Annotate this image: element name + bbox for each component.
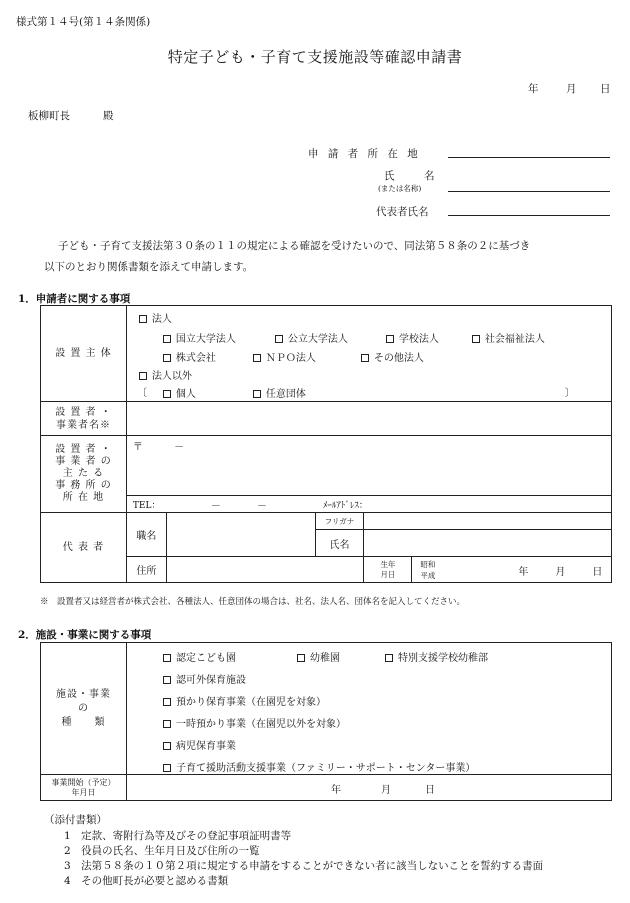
checkbox-icon[interactable]: [163, 698, 171, 706]
checkbox-icon[interactable]: [163, 654, 171, 662]
start-month: 月: [380, 785, 391, 796]
attachment-item-2: 2 役員の氏名、生年月日及び住所の一覧: [64, 845, 260, 857]
tel-dash-1: －: [210, 501, 221, 512]
corp-option[interactable]: 法人: [139, 310, 172, 325]
option-kindergarten[interactable]: 幼稚園: [297, 649, 340, 664]
applicant-name-line[interactable]: [448, 191, 610, 192]
start-date-field[interactable]: [126, 775, 611, 801]
option-extended-care[interactable]: 預かり保育事業（在園児を対象）: [163, 693, 326, 708]
checkbox-icon[interactable]: [297, 654, 305, 662]
option-special-school[interactable]: 特別支援学校幼稚部: [385, 649, 488, 664]
office-label: 設 置 者 ・ 事 業 者 の 主 た る 事 務 所 の 所 在 地: [41, 436, 127, 513]
furigana-label: フリガナ: [315, 513, 364, 530]
checkbox-icon[interactable]: [253, 354, 261, 362]
facility-type-options: [126, 643, 611, 775]
applicant-name-label-2: 名: [424, 170, 435, 182]
form-number: 様式第１４号(第１４条関係): [16, 16, 151, 28]
checkbox-icon[interactable]: [253, 390, 261, 398]
applicant-address-label: 申 請 者 所 在 地: [308, 148, 421, 160]
option-school-corp[interactable]: 学校法人: [386, 330, 439, 345]
position-field[interactable]: [166, 513, 315, 557]
rep-name-label: 氏名: [315, 530, 364, 557]
applicant-rep-label: 代表者氏名: [376, 206, 429, 218]
rep-name-field[interactable]: [364, 530, 612, 557]
checkbox-icon[interactable]: [361, 354, 369, 362]
attachments-heading: （添付書類）: [44, 814, 107, 826]
birth-day: 日: [592, 567, 603, 578]
option-npo[interactable]: ＮＰＯ法人: [253, 349, 316, 364]
applicant-name-label-1: 氏: [384, 170, 395, 182]
start-day: 日: [424, 785, 435, 796]
rep-row-address: [41, 557, 612, 583]
attachment-item-4: 4 その他町長が必要と認める書類: [64, 875, 229, 887]
option-public-univ[interactable]: 公立大学法人: [275, 330, 348, 345]
checkbox-icon[interactable]: [163, 335, 171, 343]
option-family-support[interactable]: 子育て援助活動支援事業（ファミリー・サポート・センター事業）: [163, 759, 475, 774]
rep-address-label: 住所: [126, 557, 166, 583]
page-title: 特定子ども・子育て支援施設等確認申請書: [167, 48, 463, 66]
section1-heading: 1．申請者に関する事項: [18, 293, 131, 305]
checkbox-icon[interactable]: [275, 335, 283, 343]
tel-dash-2: －: [256, 501, 267, 512]
position-label: 職名: [126, 513, 166, 557]
checkbox-icon[interactable]: [139, 315, 147, 323]
checkbox-icon[interactable]: [163, 676, 171, 684]
option-kodomoen[interactable]: 認定こども園: [163, 649, 236, 664]
operator-name-field[interactable]: [126, 402, 611, 436]
applicant-table: [40, 305, 612, 583]
option-voluntary[interactable]: 任意団体: [253, 385, 306, 400]
checkbox-icon[interactable]: [163, 720, 171, 728]
option-national-univ[interactable]: 国立大学法人: [163, 330, 236, 345]
option-other-corp[interactable]: その他法人: [361, 349, 424, 364]
start-date-label: 事業開始（予定） 年月日: [41, 775, 127, 801]
birth-field[interactable]: [412, 557, 612, 583]
birth-label: 生年 月日: [364, 557, 412, 583]
non-corp-option[interactable]: 法人以外: [139, 367, 192, 382]
attachment-item-1: 1 定款、寄附行為等及びその登記事項証明書等: [64, 830, 292, 842]
option-temporary-care[interactable]: 一時預かり事業（在園児以外を対象）: [163, 715, 346, 730]
rep-address-field[interactable]: [166, 557, 364, 583]
birth-year: 年: [518, 567, 529, 578]
applicant-rep-line[interactable]: [448, 215, 610, 216]
operator-name-row: [41, 402, 612, 436]
start-year: 年: [330, 785, 341, 796]
email-label: ﾒｰﾙｱﾄﾞﾚｽ：: [322, 501, 368, 511]
rep-row-furigana: [41, 513, 612, 530]
operator-name-label: 設 置 者 ・ 事業者名※: [41, 402, 127, 436]
option-sick-child-care[interactable]: 病児保育事業: [163, 737, 236, 752]
birth-month: 月: [555, 567, 566, 578]
checkbox-icon[interactable]: [163, 742, 171, 750]
checkbox-icon[interactable]: [163, 354, 171, 362]
checkbox-icon[interactable]: [163, 390, 171, 398]
section2-heading: 2．施設・事業に関する事項: [18, 629, 152, 641]
date-day: 日: [600, 83, 611, 95]
founder-row: [41, 306, 612, 402]
office-address-field[interactable]: [126, 436, 611, 496]
option-unlicensed-nursery[interactable]: 認可外保育施設: [163, 671, 246, 686]
checkbox-icon[interactable]: [472, 335, 480, 343]
date-year: 年: [528, 83, 539, 95]
date-month: 月: [566, 83, 577, 95]
checkbox-icon[interactable]: [163, 764, 171, 772]
postal-mark: 〒: [132, 442, 143, 453]
addressee-honorific: 殿: [103, 110, 114, 122]
furigana-field[interactable]: [364, 513, 612, 530]
office-row-upper: [41, 436, 612, 496]
option-welfare-corp[interactable]: 社会福祉法人: [472, 330, 545, 345]
section1-note: ※ 設置者又は経営者が株式会社、各種法人、任意団体の場合は、社名、法人名、団体名を記入してください。: [40, 597, 466, 607]
era-showa: 昭和: [420, 560, 436, 569]
rep-label: 代 表 者: [41, 513, 127, 583]
postal-dash: －: [174, 442, 185, 453]
facility-type-label: 施設・事業 の 種 類: [41, 643, 127, 775]
option-company[interactable]: 株式会社: [163, 349, 216, 364]
attachment-item-3: 3 法第５８条の１０第２項に規定する申請をすることができない者に該当しないことを誓約する書面: [64, 860, 544, 872]
office-row-tel: [41, 496, 612, 513]
applicant-address-line[interactable]: [448, 157, 610, 158]
bracket-close: 〕: [564, 388, 575, 399]
bracket-open: 〔: [136, 388, 147, 399]
facility-table: [40, 642, 612, 801]
era-heisei: 平成: [420, 571, 436, 580]
founder-label: 設 置 主 体: [41, 306, 127, 402]
founder-options: [126, 306, 611, 402]
addressee-name: 板柳町長: [28, 110, 70, 122]
checkbox-icon[interactable]: [385, 654, 393, 662]
office-contact-field[interactable]: [126, 496, 611, 513]
option-individual[interactable]: 個人: [163, 385, 196, 400]
facility-type-row: [41, 643, 612, 775]
body-text-line-1: 子ども・子育て支援法第３０条の１１の規定による確認を受けたいので、同法第５８条の２に基づき: [58, 240, 531, 252]
start-date-row: [41, 775, 612, 801]
checkbox-icon[interactable]: [386, 335, 394, 343]
tel-label: TEL：: [132, 501, 161, 511]
body-text-line-2: 以下のとおり関係書類を添えて申請します。: [44, 261, 254, 273]
checkbox-icon[interactable]: [139, 372, 147, 380]
applicant-name-sub: (または名称): [378, 184, 422, 193]
